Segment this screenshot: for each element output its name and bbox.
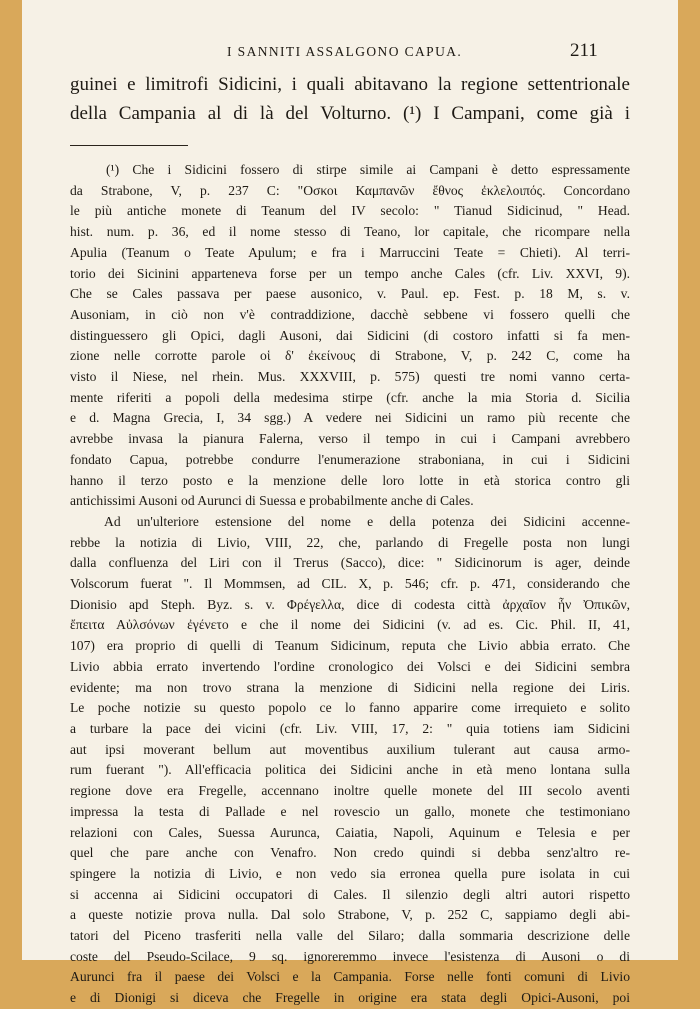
note-line: Livio abbia errato invertendo l'ordine cronologico dei Volsci e dei Sidicini sembra xyxy=(70,658,630,674)
note-line: le più antiche monete di Teanum del IV secolo: " Tianud Sidicinud, " Head. xyxy=(70,203,630,219)
note-line: antichissimi Ausoni od Aurunci di Suessa e probabilmente anche di Cales. xyxy=(70,493,474,509)
book-page xyxy=(22,0,678,1006)
page-header xyxy=(22,40,678,66)
note-line: evidente; ma non trovo strana la menzione di Sidicini nella regione dei Liris. xyxy=(70,679,630,695)
note-line: distinguessero gli Opici, dagli Ausoni, dai Sidicini (di costoro infatti si fa men- xyxy=(70,327,630,343)
note-line: (¹) Che i Sidicini fossero di stirpe simile ai Campani è detto espressamente xyxy=(106,162,630,177)
note-line: rebbe la notizia di Livio, VIII, 22, che, parlando di Fregelle posta non lungi xyxy=(70,534,630,550)
page-number: 211 xyxy=(570,40,598,61)
note-line: mente riferiti a popoli della medesima stirpe (cfr. anche la mia Storia d. Sicilia xyxy=(70,389,630,405)
note-line: quel che pare anche con Venafro. Non credo quindi si debba senz'altro re- xyxy=(70,845,630,861)
main-text xyxy=(70,70,630,128)
note-line: dalla confluenza del Liri con il Trerus (Sacco), dice: " Sidicinorum is ager, deinde xyxy=(70,555,630,571)
note-line: a turbare la pace dei vicini (cfr. Liv. VIII, 17, 2: " quia totiens iam Sidicini xyxy=(70,720,630,736)
note-line: da Strabone, V, p. 237 C: "Οσκοι Καμπανῶν ἔθνος ἐκλελοιπός. Concordano xyxy=(70,182,630,198)
main-line: della Campania al di là del Volturno. (¹) I Campani, come già i xyxy=(70,103,630,124)
note-line: si accenna ai Sidicini occupatori di Cales. Il silenzio degli altri autori rispetto xyxy=(70,886,630,902)
note-line: 107) era proprio di quelli di Teanum Sidicinum, reputa che Livio abbia errato. Che xyxy=(70,638,630,654)
running-title: I SANNITI ASSALGONO CAPUA. xyxy=(227,44,463,59)
note-line: Dionisio apd Steph. Byz. s. v. Φρέγελλα, dice di codesta città ἀρχαῖον ἦν Ὀπικῶν, xyxy=(70,596,630,612)
note-line: a queste notizie prova nulla. Dal solo Strabone, V, p. 252 C, sappiamo degli abi- xyxy=(70,907,630,923)
note-line: rum fuerant "). All'efficacia politica dei Sidicini anche in età meno lontana sulla xyxy=(70,762,630,778)
note-line: Ad un'ulteriore estensione del nome e della potenza dei Sidicini accenne- xyxy=(104,513,630,529)
note-line: Volscorum fuerat ". Il Mommsen, ad CIL. X, p. 546; cfr. p. 471, considerando che xyxy=(70,576,630,592)
note-line: Che se Cales passava per paese ausonico, v. Paul. ep. Fest. p. 18 M, s. v. xyxy=(70,286,630,302)
note-line: ἔπειτα Αὐλσόνων ἐγένετο e che il nome dei Sidicini (v. ad es. Cic. Phil. II, 41, xyxy=(70,617,630,633)
note-line: hist. num. p. 36, ed il nome stesso di Teano, lor capitale, che ricompare nella xyxy=(70,224,630,240)
main-line: guinei e limitrofi Sidicini, i quali abitavano la regione settentrionale xyxy=(70,74,630,95)
note-line: relazioni con Cales, Suessa Aurunca, Caiatia, Napoli, Aquinum e Telesia e per xyxy=(70,824,630,840)
note-line: visto il Niese, nel rhein. Mus. XXXVIII, p. 575) questi tre nomi vanno certa- xyxy=(70,369,630,385)
note-line: Ausoniam, in ciò non v'è contraddizione, dacchè sebbene vi fossero quelli che xyxy=(70,306,630,322)
note-line: fondato Capua, potrebbe condurre l'enumerazione straboniana, in cui i Sidicini xyxy=(70,451,630,467)
footnote-text xyxy=(70,160,630,1009)
note-line: Aurunci fra il paese dei Volsci e la Campania. Forse nelle fonti comuni di Livio xyxy=(70,969,630,985)
note-line: regione dove era Fregelle, accennano inoltre quelle monete del III secolo aventi xyxy=(70,783,630,799)
footnote-rule xyxy=(70,145,188,146)
note-line: hanno il terzo posto e la menzione delle loro lotte in età storica contro gli xyxy=(70,472,630,488)
note-line: tatori del Piceno trasferiti nella valle del Silaro; dalla sommaria descrizione delle xyxy=(70,928,630,944)
note-line: torio dei Sicinini apparteneva forse per un tempo anche Cales (cfr. Liv. XXVI, 9). xyxy=(70,265,630,281)
note-line: e d. Magna Grecia, I, 34 sgg.) A vedere nei Sidicini un ramo più recente che xyxy=(70,410,630,426)
note-line: spingere la notizia di Livio, e non vedo sia erronea quella pure isolata in cui xyxy=(70,865,630,881)
note-line: zione nelle corrotte parole οἱ δ' ἐκείνους di Strabone, V, p. 242 C, come ha xyxy=(70,348,630,364)
note-line: avrebbe invasa la pianura Falerna, verso il tempo in cui i Campani avrebbero xyxy=(70,431,630,447)
note-line: impressa la testa di Pallade e nel rovescio un gallo, monete che testimoniano xyxy=(70,803,630,819)
note-line: e di Dionigi si diceva che Fregelle in origine era stata degli Opici-Ausoni, poi xyxy=(70,990,630,1006)
note-line: Apulia (Teanum o Teate Apulum; e fra i Marruccini Teate = Chieti). Al terri- xyxy=(70,244,630,260)
note-line: Le poche notizie su questo popolo ce lo fanno apparire come irrequieto e solito xyxy=(70,700,630,716)
note-line: aut ipsi moverant bellum aut moventibus auxilium tulerant aut causa armo- xyxy=(70,741,630,757)
note-line: coste del Pseudo-Scilace, 9 sq. ignoreremmo invece l'esistenza di Ausoni o di xyxy=(70,948,630,964)
